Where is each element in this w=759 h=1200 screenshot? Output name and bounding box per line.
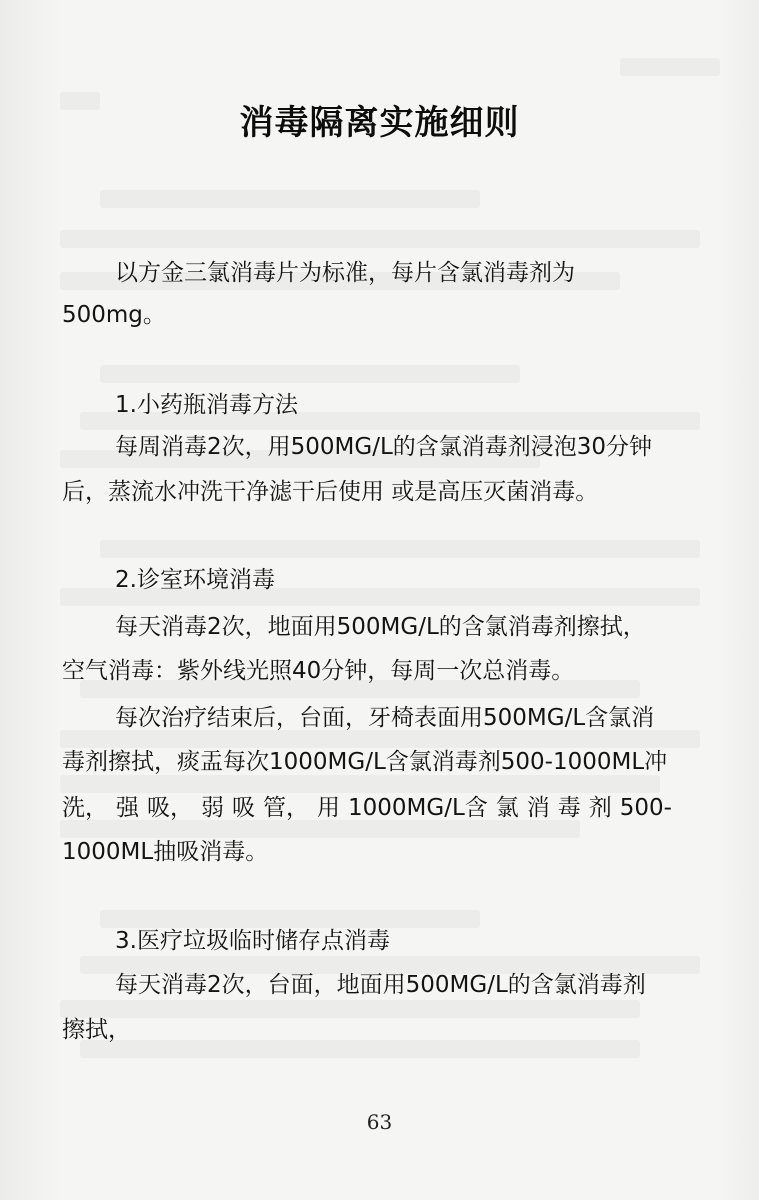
- line-5-word: 管，: [263, 795, 309, 821]
- section-2-line-2: 空气消毒：紫外线光照40分钟，每周一次总消毒。: [62, 658, 575, 684]
- section-3-heading: 3.医疗垃圾临时储存点消毒: [115, 928, 390, 954]
- section-3-line-1: 每天消毒2次，台面，地面用500MG/L的含氯消毒剂: [115, 972, 646, 998]
- page-number: 63: [366, 1110, 393, 1134]
- section-2-heading: 2.诊室环境消毒: [115, 567, 275, 593]
- intro-line-1: 以方金三氯消毒片为标准，每片含氯消毒剂为: [115, 260, 575, 286]
- line-5-word: 消: [526, 795, 550, 821]
- line-5-word: 氯: [495, 795, 519, 821]
- line-5-word: 1000MG/L含: [348, 795, 488, 821]
- section-2-line-4: 毒剂擦拭，痰盂每次1000MG/L含氯消毒剂500-1000ML冲: [62, 749, 668, 775]
- line-5-word: 毒: [557, 795, 581, 821]
- line-5-word: 洗，: [62, 795, 108, 821]
- section-2-line-6: 1000ML抽吸消毒。: [62, 839, 269, 865]
- line-5-word: 强: [116, 795, 139, 821]
- section-2-line-1: 每天消毒2次，地面用500MG/L的含氯消毒剂擦拭，: [115, 614, 646, 640]
- line-5-word: 剂: [588, 795, 612, 821]
- line-5-word: 吸，: [147, 795, 193, 821]
- section-2-line-5: [62, 793, 672, 823]
- line-5-word: 弱: [201, 795, 224, 821]
- section-2-line-3: 每次治疗结束后，台面，牙椅表面用500MG/L含氯消: [115, 705, 655, 731]
- line-5-word: 500-: [619, 795, 672, 821]
- section-3-line-2: 擦拭，: [62, 1017, 131, 1043]
- section-1-heading: 1.小药瓶消毒方法: [115, 392, 298, 418]
- reverse-side-bleed-through: [60, 40, 720, 1040]
- intro-line-2: 500mg。: [62, 302, 166, 328]
- line-5-word: 用: [317, 795, 340, 821]
- section-1-line-1: 每周消毒2次，用500MG/L的含氯消毒剂浸泡30分钟: [115, 434, 653, 460]
- line-5-word: 吸: [232, 795, 255, 821]
- page-title: 消毒隔离实施细则: [239, 103, 520, 143]
- section-1-line-2: 后，蒸流水冲洗干净滤干后使用 或是高压灭菌消毒。: [62, 479, 599, 505]
